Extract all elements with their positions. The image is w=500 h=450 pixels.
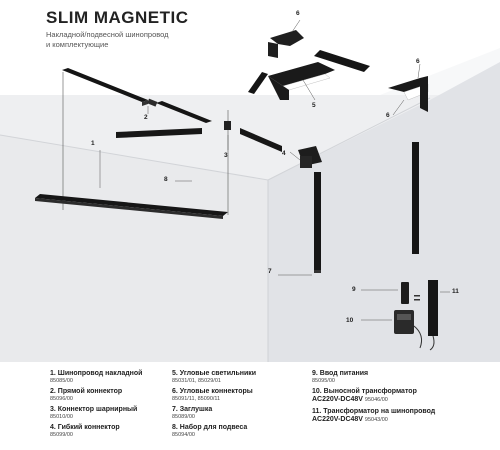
legend-item (172, 424, 247, 439)
callout-6b: 6 (416, 58, 420, 65)
legend-item-code: 85094/00 (172, 432, 195, 438)
legend-item-code: 85085/00 (50, 378, 73, 384)
track-transformer (428, 280, 438, 336)
callout-8: 8 (164, 176, 168, 183)
corner-luminaire (268, 62, 335, 100)
corner-connector-arm (268, 42, 278, 58)
legend-item-voltage-text: AC220V-DC48V (312, 396, 363, 403)
legend-item-name: 10. Выносной трансформатор (312, 388, 417, 395)
legend-item-name: 8. Набор для подвеса (172, 424, 248, 431)
legend-item (172, 370, 256, 385)
page-subtitle: Накладной/подвесной шинопровод и комплектующие (46, 30, 169, 49)
hinged-connector (224, 121, 231, 130)
legend-item-code: 85089/00 (172, 414, 195, 420)
callout-11: 11 (452, 288, 459, 295)
legend-item-name: 7. Заглушка (172, 406, 213, 413)
legend-item-code: 85010/00 (50, 414, 73, 420)
legend-item-name: 5. Угловые светильники (172, 370, 257, 377)
wall-track-vertical (412, 142, 419, 254)
leader-line (393, 100, 404, 115)
legend-item (172, 388, 253, 403)
remote-transformer (394, 310, 414, 334)
right-wall (268, 62, 500, 362)
callout-6: 6 (296, 10, 300, 17)
legend-item (50, 370, 143, 385)
legend-item-name: 11. Трансформатор на шинопровод (312, 408, 436, 415)
surface-track-2 (156, 101, 212, 123)
legend-item-code: 95043/00 (364, 417, 388, 423)
callout-9: 9 (352, 286, 356, 293)
track-segment (240, 128, 282, 152)
legend-item-name: 3. Коннектор шарнирный (50, 406, 138, 413)
transformer-label-plate (397, 314, 411, 320)
legend-item-voltage (312, 416, 435, 424)
wall-track-vertical (314, 172, 321, 270)
legend-item (172, 406, 212, 421)
legend-item-code: 85099/00 (50, 432, 73, 438)
callout-10: 10 (346, 317, 354, 324)
legend-item (50, 424, 120, 439)
callout-4: 4 (282, 150, 286, 157)
legend-item (50, 406, 137, 421)
legend (0, 362, 500, 450)
legend-item (312, 388, 417, 404)
legend-item-name: 4. Гибкий коннектор (50, 424, 120, 431)
leader-line (418, 64, 420, 78)
track-segment (116, 128, 202, 138)
legend-item-voltage (312, 396, 417, 404)
callout-1: 1 (91, 140, 95, 147)
callout-2: 2 (144, 114, 148, 121)
legend-item (312, 408, 435, 424)
legend-item (50, 388, 122, 403)
power-feed (401, 282, 409, 304)
equals-sign (414, 295, 420, 297)
legend-item-name: 9. Ввод питания (312, 370, 369, 377)
callout-5: 5 (312, 102, 316, 109)
legend-item-code: 85095/00 (312, 378, 335, 384)
straight-connector (147, 99, 157, 107)
callout-7: 7 (268, 268, 272, 275)
callout-6c: 6 (386, 112, 390, 119)
surface-track (62, 68, 148, 106)
flexible-connector-body (300, 156, 312, 168)
track-segment (248, 72, 268, 94)
legend-item-code: 85091/11, 85090/11 (172, 396, 221, 402)
legend-item-code: 85096/00 (50, 396, 73, 402)
legend-item-code: 85031/01, 85029/01 (172, 378, 221, 384)
page-title: SLIM MAGNETIC (46, 8, 189, 27)
legend-item-name: 1. Шинопровод накладной (50, 370, 143, 377)
legend-item (312, 370, 368, 385)
equals-sign (414, 299, 420, 301)
end-cap (314, 270, 321, 273)
callout-3: 3 (224, 152, 228, 159)
legend-item-voltage-text: AC220V-DC48V (312, 416, 363, 423)
legend-item-code: 95046/00 (364, 397, 388, 403)
legend-item-name: 2. Прямой коннектор (50, 388, 123, 395)
legend-item-name: 6. Угловые коннекторы (172, 388, 253, 395)
leader-line (290, 152, 300, 160)
